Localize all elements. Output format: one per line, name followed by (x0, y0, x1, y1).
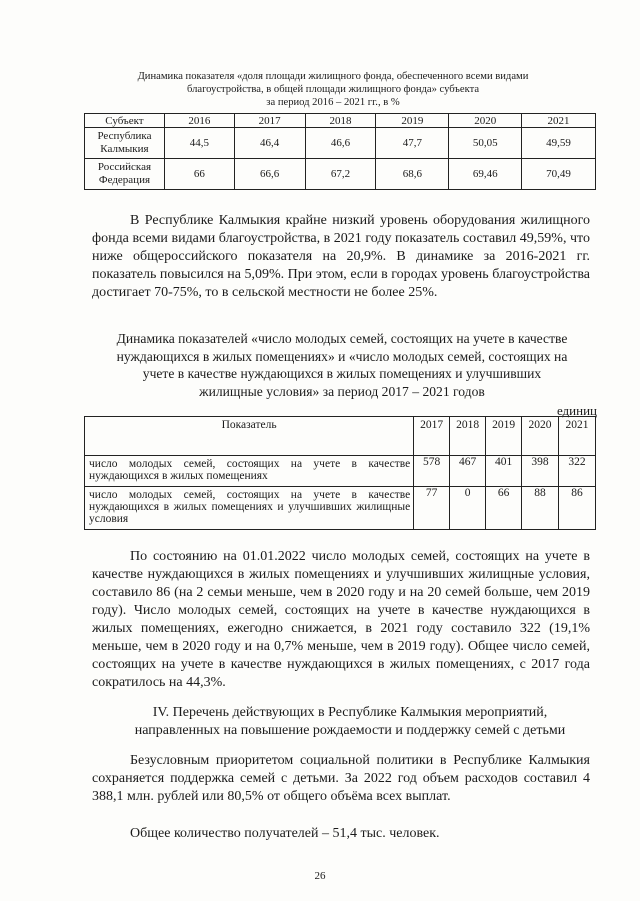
year-header: 2016 (164, 114, 234, 128)
year-header: 2017 (234, 114, 305, 128)
section-heading (100, 704, 600, 740)
table-row (85, 159, 596, 190)
paragraph-young-families (92, 548, 590, 692)
table1-caption-line: за период 2016 – 2021 гг., в % (266, 97, 400, 108)
paragraph-family-support (92, 752, 590, 806)
value-cell: 47,7 (376, 128, 449, 159)
section-heading-line: направленных на повышение рождаемости и поддержку семей с детьми (134, 723, 566, 738)
subject-cell: Республика Калмыкия (85, 128, 165, 159)
value-cell: 66 (164, 159, 234, 190)
indicator-cell: число молодых семей, состоящих на учете в качестве нуждающихся в жилых помещениях (85, 456, 414, 487)
table-row (85, 456, 596, 487)
value-cell: 77 (414, 487, 450, 530)
year-header: 2018 (305, 114, 376, 128)
units-label: единиц (556, 403, 597, 418)
table-row (85, 487, 596, 530)
year-header: 2020 (449, 114, 522, 128)
table2-caption-line: Динамика показателей «число молодых семей, состоящих на учете в качестве (116, 331, 568, 346)
paragraph-recipients (92, 825, 590, 843)
value-cell: 401 (486, 456, 522, 487)
value-cell: 66,6 (234, 159, 305, 190)
table-header-row (85, 114, 596, 128)
paragraph-text: Безусловным приоритетом социальной политики в Республике Калмыкия сохраняется поддержка семей с детьми. За 2022 год объем расходов составил 4 388,1 млн. рублей или 80,5% от общего объёма всех выплат. (92, 753, 590, 804)
value-cell: 0 (450, 487, 486, 530)
value-cell: 67,2 (305, 159, 376, 190)
value-cell: 322 (559, 456, 596, 487)
section-heading-line: IV. Перечень действующих в Республике Калмыкия мероприятий, (152, 705, 548, 720)
value-cell: 66 (486, 487, 522, 530)
paragraph-text: Общее количество получателей – 51,4 тыс. человек. (130, 826, 440, 841)
table-header-row (85, 417, 596, 456)
value-cell: 49,59 (522, 128, 596, 159)
value-cell: 86 (559, 487, 596, 530)
value-cell: 398 (522, 456, 559, 487)
table1-caption-line: благоустройства, в общей площади жилищного фонда» субъекта (186, 84, 480, 95)
year-header: 2019 (486, 417, 522, 456)
table2-caption-line: учете в качестве нуждающихся в жилых помещениях и улучшивших (142, 366, 542, 381)
value-cell: 50,05 (449, 128, 522, 159)
table-row (85, 128, 596, 159)
value-cell: 70,49 (522, 159, 596, 190)
table1-caption-line: Динамика показателя «доля площади жилищного фонда, обеспеченного всеми видами (137, 71, 529, 82)
value-cell: 467 (450, 456, 486, 487)
value-cell: 46,6 (305, 128, 376, 159)
table1-caption (88, 70, 578, 109)
paragraph-text: По состоянию на 01.01.2022 число молодых семей, состоящих на учете в качестве нуждающихся в жилых помещениях и улучшивших жилищные условия, составило 86 (на 2 семьи меньше, чем в 2020 году и на 20 семей больше, чем 2019 году). Число молодых семей, состоящих на учете в качестве нуждающихся в жилых помещениях, ежегодно снижается, в 2021 году составило 322 (19,1% меньше, чем в 2020 году и на 0,7% меньше, чем в 2019 году). Общее число семей, состоящих на учете в качестве нуждающихся в жилых помещениях, с 2017 года сократилось на 44,3%. (92, 549, 590, 690)
paragraph-amenities (92, 212, 590, 302)
value-cell: 46,4 (234, 128, 305, 159)
value-cell: 578 (414, 456, 450, 487)
indicator-cell: число молодых семей, состоящих на учете в качестве нуждающихся в жилых помещениях и улучшивших жилищные условия (85, 487, 414, 530)
paragraph-text: В Республике Калмыкия крайне низкий уровень оборудования жилищного фонда всеми видами благоустройства, в 2021 году показатель составил 49,59%, что ниже общероссийского показателя на 20,9%. В динамике за 2016-2021 гг. показатель повысился на 5,09%. При этом, если в городах уровень благоустройства достигает 70-75%, то в сельской местности не более 25%. (92, 213, 590, 300)
year-header: 2017 (414, 417, 450, 456)
year-header: 2019 (376, 114, 449, 128)
table1-amenities (84, 113, 596, 190)
table2-caption-line: жилищные условия» за период 2017 – 2021 годов (199, 383, 485, 399)
table2-caption-line: нуждающихся в жилых помещениях» и «число молодых семей, состоящих на (116, 348, 568, 364)
year-header: 2020 (522, 417, 559, 456)
value-cell: 68,6 (376, 159, 449, 190)
value-cell: 88 (522, 487, 559, 530)
table2-caption (88, 330, 596, 400)
year-header: 2021 (522, 114, 596, 128)
value-cell: 69,46 (449, 159, 522, 190)
page-number: 26 (314, 870, 326, 882)
value-cell: 44,5 (164, 128, 234, 159)
year-header: 2021 (559, 417, 596, 456)
subject-cell: Российская Федерация (85, 159, 165, 190)
year-header: 2018 (450, 417, 486, 456)
subject-header: Субъект (85, 114, 165, 128)
table2-young-families (84, 416, 596, 530)
indicator-header: Показатель (85, 417, 414, 456)
